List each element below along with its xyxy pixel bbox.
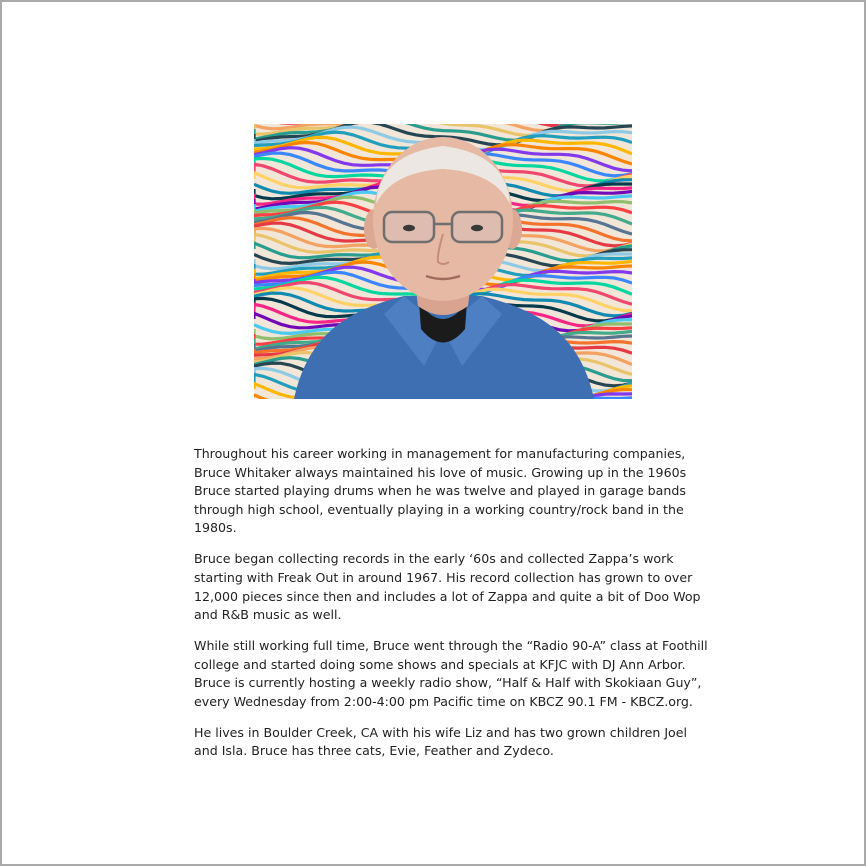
left-eye [403,225,415,231]
portrait-photo [254,124,632,399]
bio-paragraph: While still working full time, Bruce went through the “Radio 90-A” class at Foothill college and started doing some shows and specials at KFJC with DJ Ann Arbor. Bruce is currently hosting a weekly radio show, “Half & Half with Skokiaan Guy”, every Wednesday from 2:00-4:00 pm Pacific time on KBCZ 90.1 FM - KBCZ.org. [194,638,708,709]
right-eye [471,225,483,231]
bio-paragraph: He lives in Boulder Creek, CA with his wife Liz and has two grown children Joel and Isla. Bruce has three cats, Evie, Feather and Zydeco. [194,724,687,759]
biography-text [194,445,714,773]
portrait-image [254,124,632,399]
bio-paragraph: Bruce began collecting records in the early ‘60s and collected Zappa’s work starting with Freak Out in around 1967. His record collection has grown to over 12,000 pieces since then and includes a lot of Zappa and quite a bit of Doo Wop and R&B music as well. [194,551,701,623]
bio-paragraph: Throughout his career working in management for manufacturing companies, Bruce Whitaker always maintained his love of music. Growing up in the 1960s Bruce started playing drums when he was twelve and played in garage bands through high school, eventually playing in a working country/rock band in the 1980s. [194,446,687,536]
